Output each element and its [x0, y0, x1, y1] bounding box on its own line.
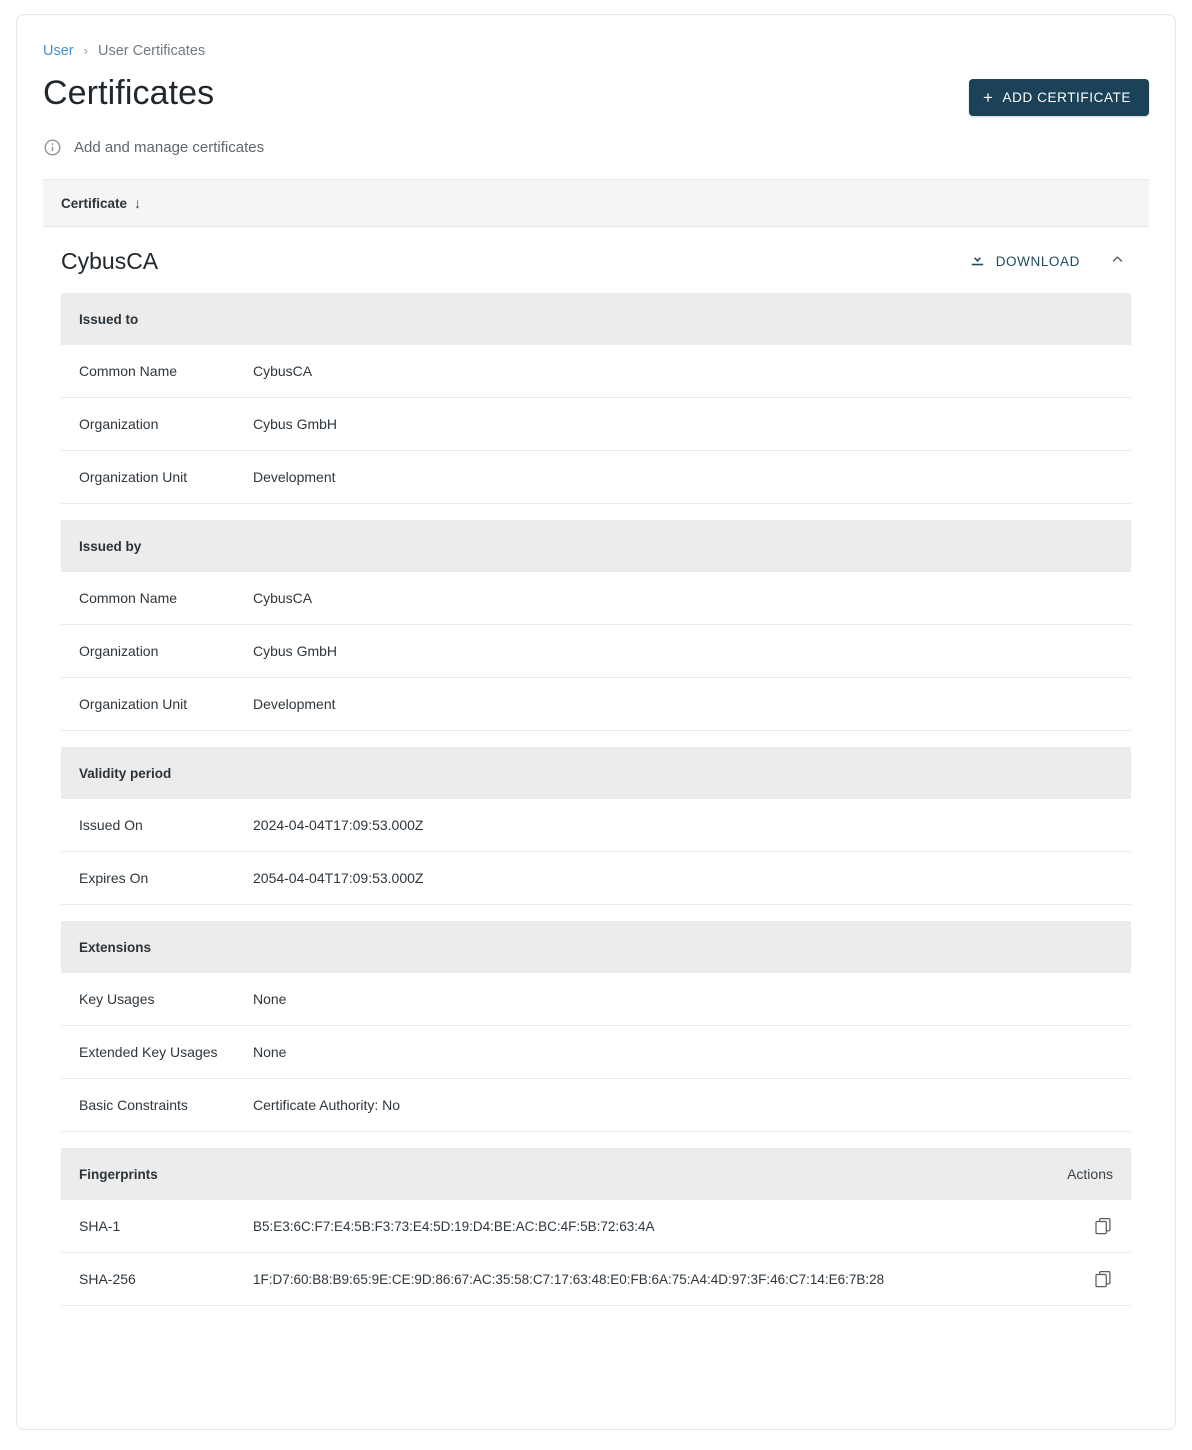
row-key: SHA-1	[79, 1218, 121, 1234]
table-row	[61, 852, 1131, 905]
certificate-details	[61, 293, 1131, 1306]
row-key: Common Name	[79, 363, 178, 379]
section-label: Validity period	[79, 765, 172, 781]
table-row	[61, 1253, 1131, 1306]
section-spacer	[61, 504, 1131, 520]
certificate-row-header[interactable]	[43, 227, 1149, 293]
section-extensions	[61, 921, 1131, 1132]
section-title-validity-period	[61, 747, 1131, 799]
column-header-label: Certificate	[61, 195, 128, 211]
table-row	[61, 398, 1131, 451]
table-row	[61, 625, 1131, 678]
copy-icon[interactable]	[1073, 1216, 1113, 1236]
row-key: Issued On	[79, 817, 143, 833]
row-key: Basic Constraints	[79, 1097, 188, 1113]
certificate-row-actions	[967, 247, 1131, 275]
section-issued-by	[61, 520, 1131, 731]
certificates-card	[16, 14, 1176, 1430]
row-key: Organization Unit	[79, 696, 188, 712]
plus-icon: +	[982, 87, 994, 107]
row-value: B5:E3:6C:F7:E4:5B:F3:73:E4:5D:19:D4:BE:AC:BC:4F:5B:72:63:4A	[253, 1218, 655, 1234]
download-button[interactable]	[967, 247, 1082, 275]
row-value: Development	[253, 696, 336, 712]
actions-column-header: Actions	[1067, 1166, 1113, 1182]
download-icon	[969, 251, 986, 271]
table-row	[61, 572, 1131, 625]
table-row	[61, 799, 1131, 852]
row-value: CybusCA	[253, 363, 313, 379]
row-value: Certificate Authority: No	[253, 1097, 401, 1113]
row-key: Extended Key Usages	[79, 1044, 218, 1060]
section-spacer	[61, 731, 1131, 747]
breadcrumb	[43, 41, 1149, 61]
section-label: Fingerprints	[79, 1166, 158, 1182]
section-fingerprints	[61, 1148, 1131, 1306]
section-label: Issued to	[79, 311, 139, 327]
row-value: 2024-04-04T17:09:53.000Z	[253, 817, 424, 833]
row-key: Expires On	[79, 870, 149, 886]
table-row	[61, 1026, 1131, 1079]
download-label: DOWNLOAD	[995, 253, 1080, 269]
section-title-issued-to	[61, 293, 1131, 345]
column-header-certificate[interactable]	[61, 195, 141, 211]
section-spacer	[61, 1132, 1131, 1148]
section-title-fingerprints	[61, 1148, 1131, 1200]
sort-descending-icon: ↓	[134, 195, 142, 211]
row-key: Common Name	[79, 590, 178, 606]
certificate-name: CybusCA	[61, 247, 159, 274]
breadcrumb-current: User Certificates	[97, 43, 206, 59]
breadcrumb-link-user[interactable]: User	[43, 43, 74, 59]
row-value: Cybus GmbH	[253, 643, 338, 659]
row-key: Organization	[79, 416, 159, 432]
page-subtitle-text: Add and manage certificates	[74, 139, 265, 156]
copy-icon[interactable]	[1073, 1269, 1113, 1289]
chevron-up-icon[interactable]	[1104, 252, 1131, 271]
title-row	[43, 71, 1149, 116]
row-value: Cybus GmbH	[253, 416, 338, 432]
section-issued-to	[61, 293, 1131, 504]
add-certificate-label: ADD CERTIFICATE	[1002, 90, 1131, 105]
section-title-extensions	[61, 921, 1131, 973]
table-row	[61, 1200, 1131, 1253]
section-spacer	[61, 905, 1131, 921]
section-label: Extensions	[79, 939, 152, 955]
page-subtitle	[43, 138, 1149, 157]
row-value: Development	[253, 469, 336, 485]
section-label: Issued by	[79, 538, 142, 554]
table-row	[61, 973, 1131, 1026]
table-row	[61, 451, 1131, 504]
add-certificate-button[interactable]	[969, 79, 1149, 116]
info-icon	[43, 138, 62, 157]
table-row	[61, 678, 1131, 731]
table-row	[61, 1079, 1131, 1132]
row-value: CybusCA	[253, 590, 313, 606]
breadcrumb-separator-icon: ›	[83, 43, 88, 58]
page-title: Certificates	[43, 74, 215, 112]
section-validity-period	[61, 747, 1131, 905]
table-row	[61, 345, 1131, 398]
row-key: SHA-256	[79, 1271, 136, 1287]
row-value: 1F:D7:60:B8:B9:65:9E:CE:9D:86:67:AC:35:58:C7:17:63:48:E0:FB:6A:75:A4:4D:97:3F:46:C7:14:E6:7B:28	[253, 1271, 885, 1287]
row-key: Key Usages	[79, 991, 155, 1007]
section-title-issued-by	[61, 520, 1131, 572]
row-key: Organization	[79, 643, 159, 659]
row-value: 2054-04-04T17:09:53.000Z	[253, 870, 424, 886]
row-value: None	[253, 991, 287, 1007]
row-value: None	[253, 1044, 287, 1060]
table-header	[43, 179, 1149, 227]
row-key: Organization Unit	[79, 469, 188, 485]
